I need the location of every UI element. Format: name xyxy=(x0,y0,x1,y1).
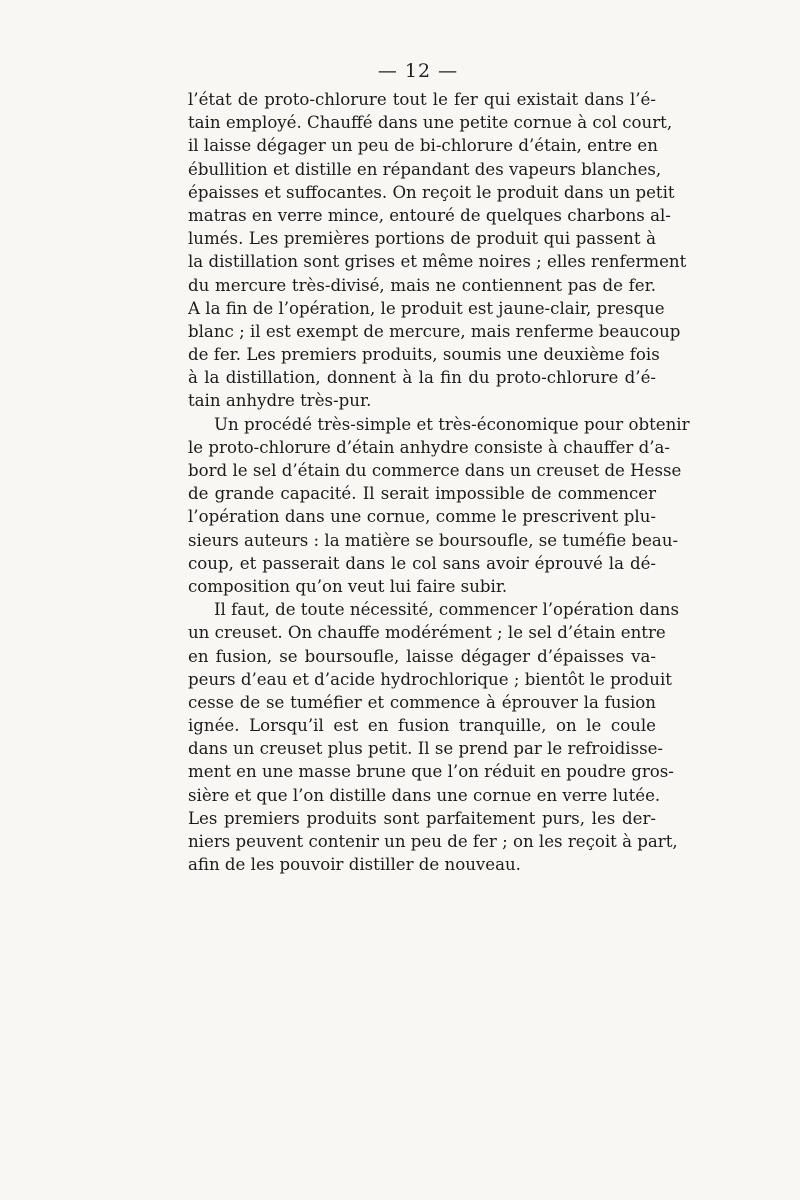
text-line: bord le sel d’étain du commerce dans un creuset de Hesse xyxy=(188,461,682,480)
text-line: ébullition et distille en répandant des vapeurs blanches, xyxy=(188,159,662,179)
text-line: de fer. Les premiers produits, soumis une deuxième fois xyxy=(188,345,660,365)
text-line: du mercure très-divisé, mais ne contiennent pas de fer. xyxy=(188,275,656,295)
text-line: il laisse dégager un peu de bi-chlorure d’étain, entre en xyxy=(188,136,658,156)
text-line: composition qu’on veut lui faire subir. xyxy=(188,576,508,596)
paragraph-3 xyxy=(188,598,679,876)
body-text xyxy=(188,88,690,876)
text-line: cesse de se tuméfier et commence à éprouver la fusion xyxy=(188,692,656,712)
text-line: Les premiers produits sont parfaitement purs, les der- xyxy=(188,808,656,828)
text-line: sieurs auteurs : la matière se boursoufle, se tuméfie beau- xyxy=(188,530,679,550)
text-line: sière et que l’on distille dans une cornue en verre lutée. xyxy=(188,785,661,805)
text-line: matras en verre mince, entouré de quelques charbons al- xyxy=(188,205,671,225)
text-line: le proto-chlorure d’étain anhydre consiste à chauffer d’a- xyxy=(188,437,670,457)
paragraph-2 xyxy=(188,413,690,599)
text-line: en fusion, se boursoufle, laisse dégager d’épaisses va- xyxy=(188,646,656,666)
text-line: la distillation sont grises et même noires ; elles renferment xyxy=(188,252,687,272)
text-line: A la fin de l’opération, le produit est jaune-clair, presque xyxy=(188,298,665,318)
text-line: niers peuvent contenir un peu de fer ; on les reçoit à part, xyxy=(188,832,678,851)
text-line: dans un creuset plus petit. Il se prend par le refroidisse- xyxy=(188,739,664,759)
text-line: à la distillation, donnent à la fin du proto-chlorure d’é- xyxy=(188,368,656,388)
text-line: épaisses et suffocantes. On reçoit le produit dans un petit xyxy=(188,182,675,202)
text-line: peurs d’eau et d’acide hydrochlorique ; bientôt le produit xyxy=(188,669,672,689)
text-line: de grande capacité. Il serait impossible de commencer xyxy=(188,484,656,504)
text-line: tain employé. Chauffé dans une petite cornue à col court, xyxy=(188,113,673,133)
page-number: — 12 — xyxy=(377,60,459,82)
text-line: coup, et passerait dans le col sans avoir éprouvé la dé- xyxy=(188,553,656,573)
text-line: ment en une masse brune que l’on réduit en poudre gros- xyxy=(188,762,674,782)
text-line: blanc ; il est exempt de mercure, mais renferme beaucoup xyxy=(188,321,681,341)
paragraph-1 xyxy=(188,88,687,413)
text-line: Il faut, de toute nécessité, commencer l’opération dans xyxy=(214,600,679,620)
text-line: l’opération dans une cornue, comme le prescrivent plu- xyxy=(188,507,656,527)
text-line: tain anhydre très-pur. xyxy=(188,391,372,411)
text-line: un creuset. On chauffe modérément ; le sel d’étain entre xyxy=(188,623,666,643)
text-line: lumés. Les premières portions de produit qui passent à xyxy=(188,229,656,249)
text-line: ignée. Lorsqu’il est en fusion tranquille, on le coule xyxy=(188,716,656,736)
text-line: afin de les pouvoir distiller de nouveau. xyxy=(188,855,521,875)
text-line: Un procédé très-simple et très-économique pour obtenir xyxy=(214,414,690,434)
text-line: l’état de proto-chlorure tout le fer qui existait dans l’é- xyxy=(188,90,656,109)
